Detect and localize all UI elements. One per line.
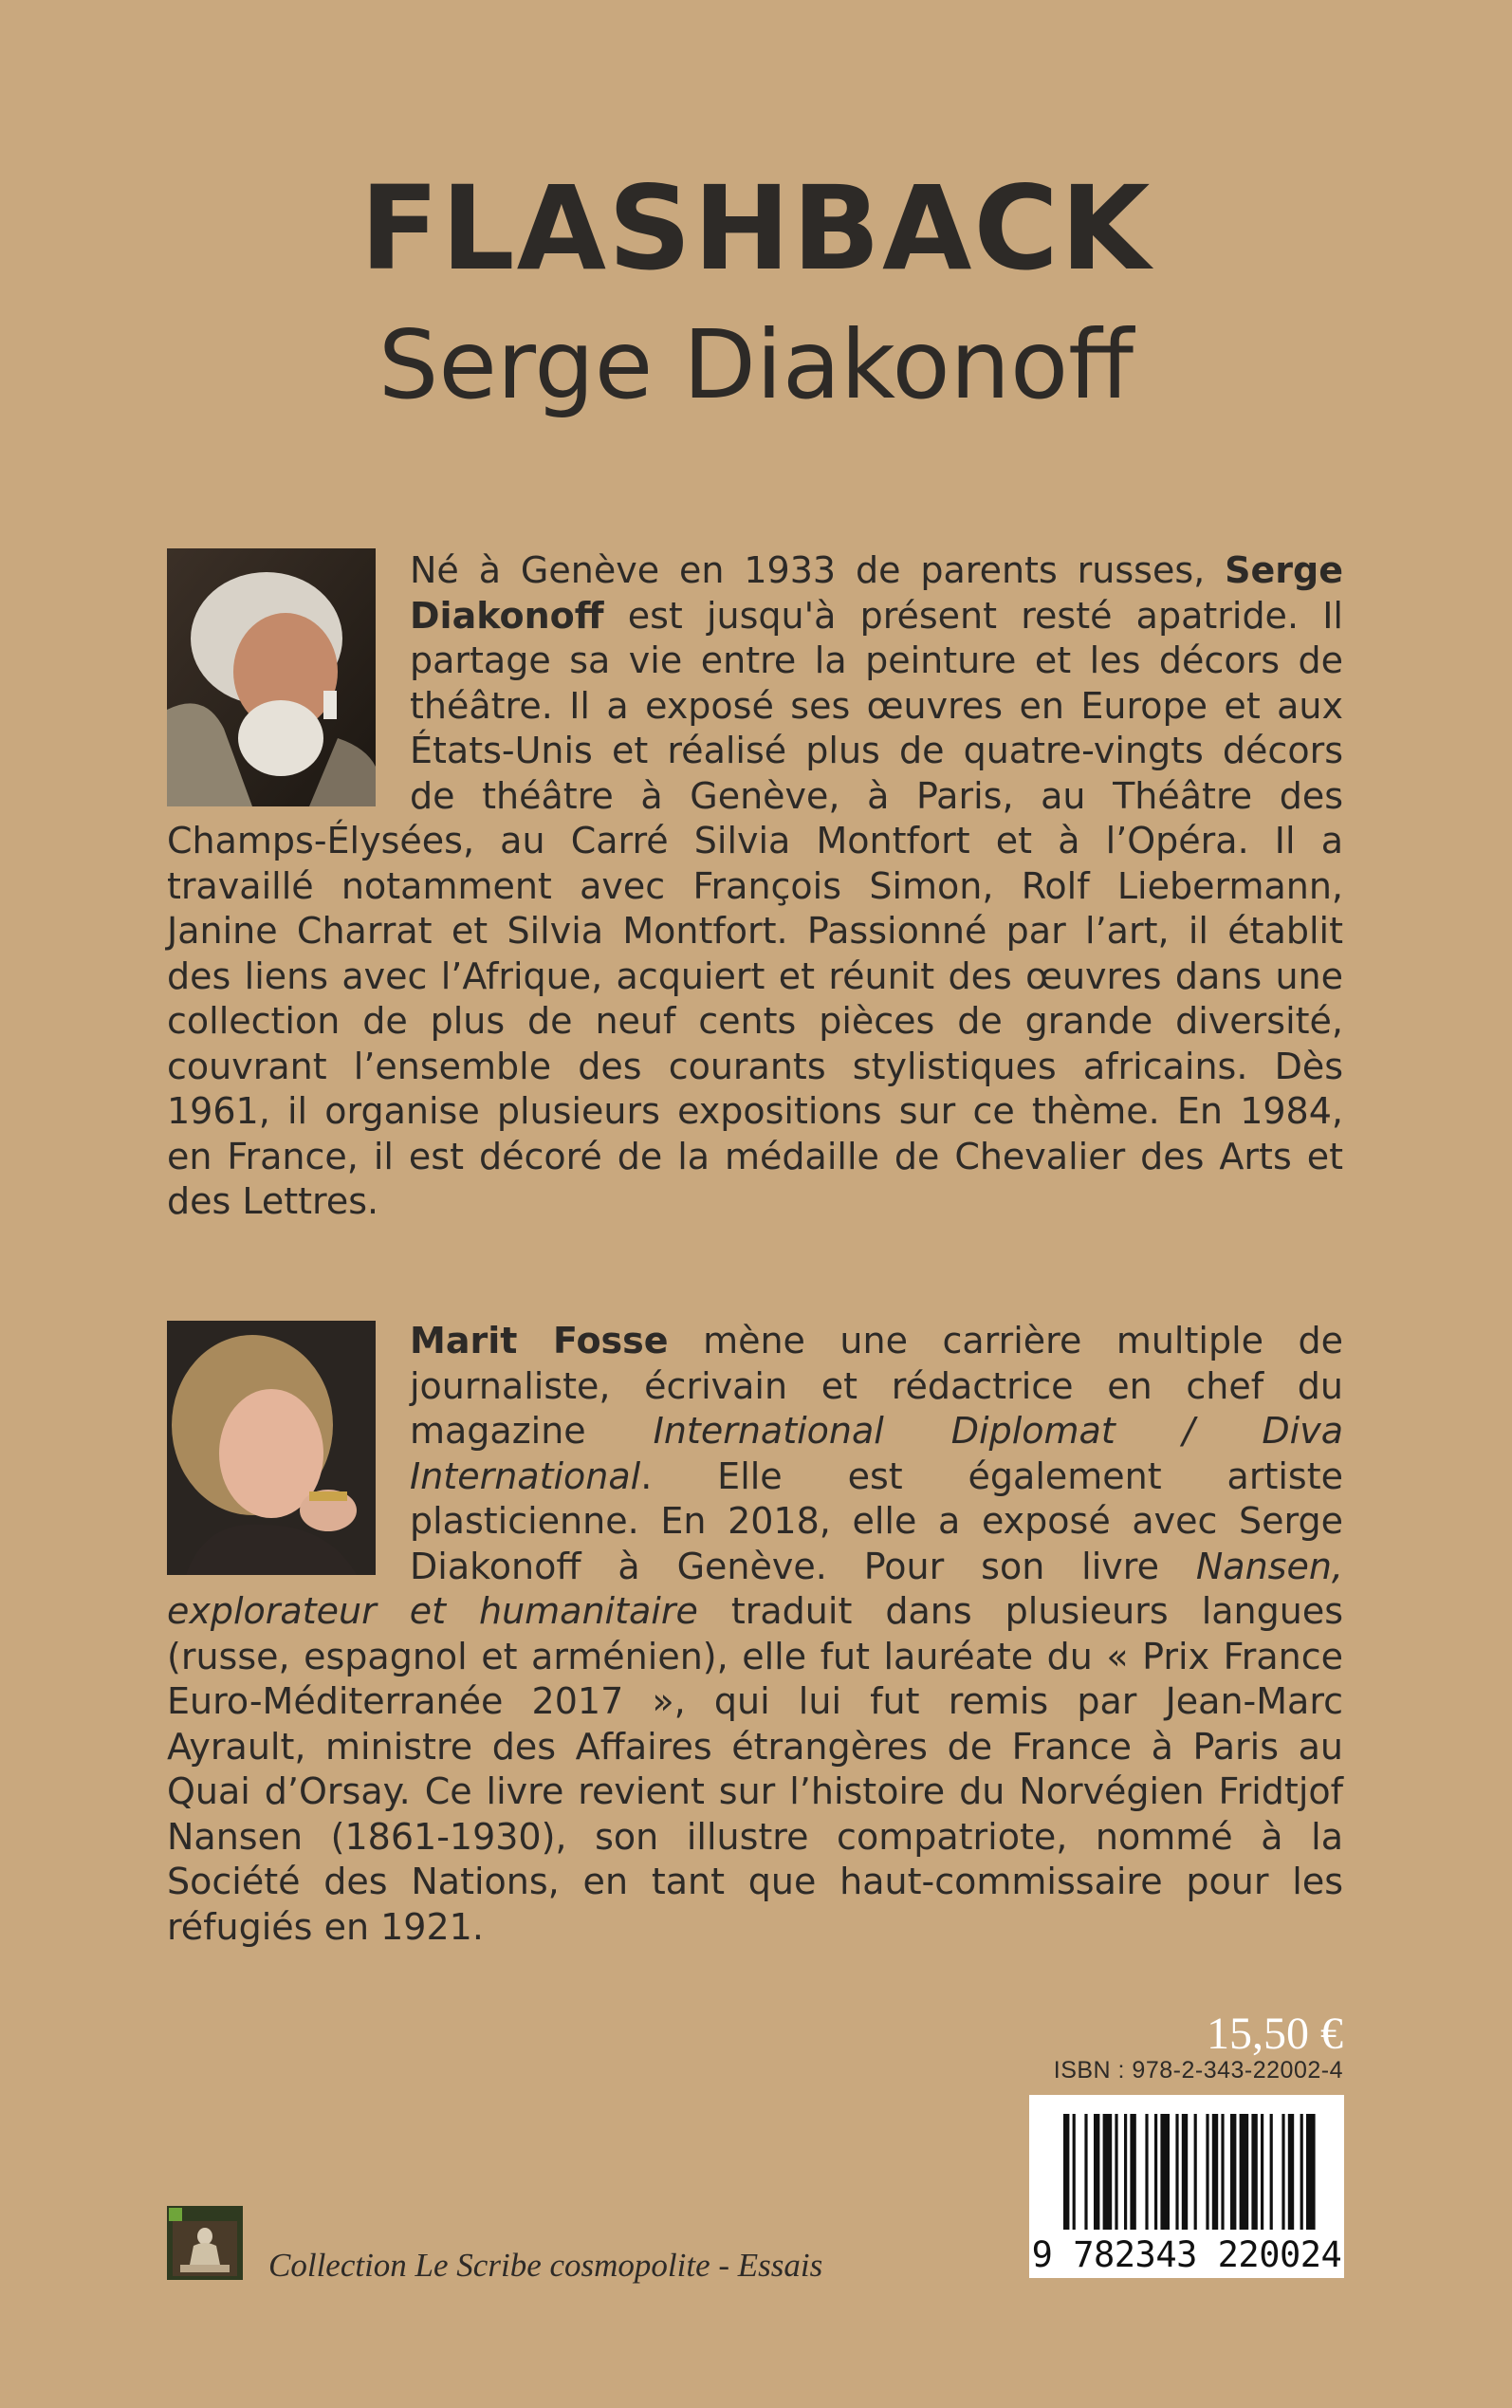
portrait-photo-icon [167, 1321, 376, 1575]
barcode-bar [1103, 2114, 1113, 2230]
price: 15,50 € [1207, 2009, 1343, 2059]
barcode-bar [1145, 2114, 1148, 2230]
barcode-bar [1288, 2114, 1294, 2230]
book-title: FLASHBACK [360, 161, 1152, 296]
collection-name: Collection Le Scribe cosmopolite - Essais [268, 2247, 823, 2284]
bio-text-body: est jusqu'à présent resté apatride. Il partage sa vie entre la peinture et les décors de théâtre. Il a exposé ses œuvres en Europe et aux États-Unis et réalisé plus de quatre-vingts décors de théâtre à Genève, à Paris, au Théâtre des Champs-Élysées, au Carré Silvia Montfort et à l’Opéra. Il a travaillé notamment avec François Simon, Rolf Liebermann, Janine Charrat et Silvia Montfort. Passionné par l’art, il établit des liens avec l’Afrique, acquiert et réunit des œuvres dans une collection de plus de neuf cents pièces de grande diversité, couvrant l’ensemble des courants stylistiques africains. Dès 1961, il organise plusieurs expositions sur ce thème. En 1984, en France, il est décoré de la médaille de Chevalier des Arts et des Lettres. [167, 594, 1343, 1222]
barcode-bar [1282, 2114, 1284, 2230]
bio-text-intro: Né à Genève en 1933 de parents russes, [410, 549, 1226, 591]
bio-author-name: Serge Diakonoff [410, 549, 1343, 637]
barcode-bar [1212, 2114, 1218, 2230]
isbn: ISBN : 978-2-343-22002-4 [1053, 2057, 1343, 2084]
barcode-bar [1194, 2114, 1197, 2230]
book-title-nansen: Nansen, explorateur et humanitaire [167, 1545, 1343, 1632]
barcode-bar [1084, 2114, 1087, 2230]
barcode-bar [1251, 2114, 1257, 2230]
barcode-bar [1261, 2114, 1263, 2230]
bio-coauthor-name: Marit Fosse [410, 1320, 669, 1361]
coauthor-bio [167, 1319, 1343, 1950]
publisher-logo [167, 2206, 243, 2280]
bio-text-part-1: mène une carrière multiple de journaliste, écrivain et rédactrice en chef du magazine [410, 1320, 1343, 1452]
barcode-bar [1300, 2114, 1303, 2230]
barcode-bar [1154, 2114, 1157, 2230]
coauthor-portrait-photo [167, 1321, 376, 1575]
barcode-bar [1175, 2114, 1178, 2230]
barcode-bar [1115, 2114, 1117, 2230]
barcode-bar [1124, 2114, 1127, 2230]
barcode-bar [1206, 2114, 1208, 2230]
barcode-bar [1094, 2114, 1099, 2230]
barcode-bar [1130, 2114, 1135, 2230]
barcode-bar [1160, 2114, 1170, 2230]
author-portrait-photo [167, 548, 376, 806]
barcode-bar [1063, 2114, 1069, 2230]
barcode-bar [1240, 2114, 1249, 2230]
seated-scribe-logo-icon [167, 2206, 243, 2280]
barcode-bar [1221, 2114, 1224, 2230]
barcode-digits: 9 782343 220024 [1031, 2234, 1342, 2275]
barcode-bar [1073, 2114, 1076, 2230]
barcode-bar [1306, 2114, 1316, 2230]
book-author: Serge Diakonoff [378, 309, 1134, 420]
barcode-bar [1230, 2114, 1236, 2230]
barcode [1029, 2095, 1344, 2278]
bio-text-part-3: traduit dans plusieurs langues (russe, espagnol et arménien), elle fut lauréate du « Prix France Euro-Méditerranée 2017 », qui lui fut remis par Jean-Marc Ayrault, ministre des Affaires étrangères de France à Paris au Quai d’Orsay. Ce livre revient sur l’histoire du Norvégien Fridtjof Nansen (1861-1930), son illustre compatriote, nommé à la Société des Nations, en tant que haut-commissaire pour les réfugiés en 1921. [167, 1590, 1343, 1948]
portrait-photo-icon [167, 548, 376, 806]
barcode-bar [1270, 2114, 1273, 2230]
magazine-title: International Diplomat / Diva International [410, 1410, 1343, 1497]
author-bio [167, 548, 1343, 1225]
bio-text-part-2: . Elle est également artiste plasticienne. En 2018, elle a exposé avec Serge Diakonoff à Genève. Pour son livre [410, 1454, 1343, 1587]
barcode-bar [1182, 2114, 1188, 2230]
